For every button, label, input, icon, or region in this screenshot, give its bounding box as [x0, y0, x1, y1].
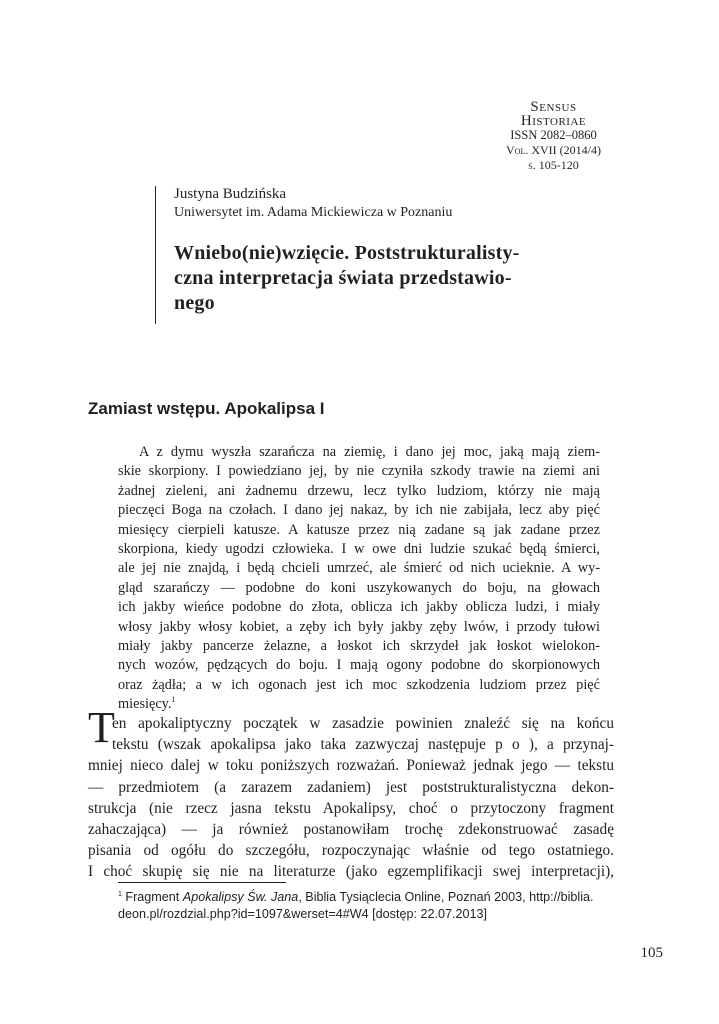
quote-line: skorpiona, kiedy ugodzi człowieka. I w owe dni ludzie szukać będą śmierci, [118, 541, 600, 558]
body-line: mniej nieco dalej w toku poniższych rozważań. Ponieważ jednak jego — tekstu [88, 757, 614, 775]
footnote-source-title: Apokalipsy Św. Jana [182, 890, 299, 904]
quote-line: żadnej zieleni, ani żadnemu drzewu, lecz tylko ludziom, którzy nie mają [118, 482, 600, 499]
journal-name-line1: Sensus [530, 99, 577, 115]
quote-line: A z dymu wyszła szarańcza na ziemię, i dano jej moc, jaką mają ziem- [139, 444, 600, 460]
article-title [174, 241, 614, 316]
author-affiliation: Uniwersytet im. Adama Mickiewicza w Poznaniu [174, 205, 453, 220]
quote-line: nych wozów, pędzących do boju. I mają ogony podobne do skorpionowych [118, 657, 600, 674]
footnote-rule [118, 882, 286, 883]
title-divider [155, 186, 156, 324]
quote-line: oraz żądła; a w ich ogonach jest ich moc szkodzenia ludziom przez pięć [118, 676, 600, 693]
block-quote [118, 443, 600, 715]
title-line: nego [174, 292, 215, 314]
body-line: — przedmiotem (a zarazem zadaniem) jest poststrukturalistyczna dekon- [88, 778, 614, 796]
journal-pages: s. 105-120 [528, 158, 579, 172]
quote-line: ale jej nie znajdą, i będą chcieli umrzeć, ale śmierć od nich ucieknie. A wy- [118, 560, 600, 577]
journal-issn: ISSN 2082–0860 [510, 128, 597, 142]
footnote-prefix: Fragment [121, 890, 183, 904]
body-line: zahaczająca) — ja również postanowiłam trochę zdekonstruować zasadę [88, 821, 614, 839]
author-name: Justyna Budzińska [174, 186, 287, 202]
body-text [88, 713, 614, 883]
footnote-url-line[interactable]: deon.pl/rozdzial.php?id=1097&werset=4#W4 [dostęp: 22.07.2013] [118, 907, 487, 921]
footnote-rest[interactable]: , Biblia Tysiąclecia Online, Poznań 2003, http://biblia. [298, 890, 594, 904]
body-line: I choć skupię się nie na literaturze (jako egzemplifikacji swej interpretacji), [88, 863, 614, 881]
journal-name-line2: Historiae [520, 113, 587, 129]
quote-line: miesięcy. [118, 696, 172, 713]
quote-line: miały jakby pancerze żelazne, a łoskot ich skrzydeł jak łoskot wielokon- [118, 638, 600, 655]
body-line: tekstu (wszak apokalipsa jako taka zazwyczaj następuje p o ), a przynaj- [112, 736, 614, 754]
quote-line: miesięcy cierpieli katusze. A katusze przez nią zadane są jak zadane przez [118, 521, 600, 538]
quote-line: ich jakby wieńce podobne do złota, oblicza ich jakby oblicza ludzi, i miały [118, 599, 600, 616]
body-line: strukcja (nie rzecz jasna tekstu Apokalipsy, choć o przytoczony fragment [88, 799, 614, 817]
title-line: Wniebo(nie)wzięcie. Poststrukturalisty- [174, 242, 520, 264]
journal-volume: Vol. XVII (2014/4) [506, 143, 601, 157]
section-heading: Zamiast wstępu. Apokalipsa I [88, 399, 325, 418]
page-number: 105 [640, 945, 663, 961]
quote-line: gląd szarańczy — podobne do koni uszykowanych do boju, na głowach [118, 579, 600, 596]
body-line: en apokaliptyczny początek w zasadzie powinien znaleźć się na końcu [112, 715, 614, 732]
footnote-number: 1 [118, 890, 122, 898]
drop-cap: T [88, 703, 115, 752]
body-line: pisania od ogółu do szczegółu, rozpoczynając właśnie od tego ostatniego. [88, 842, 614, 860]
footnote-reference[interactable]: 1 [171, 695, 176, 705]
journal-header [506, 100, 601, 173]
title-line: czna interpretacja świata przedstawio- [174, 267, 512, 289]
quote-line: pieczęci Boga na czołach. I dano jej nakaz, by ich nie zabijała, lecz aby pięć [118, 502, 600, 519]
quote-line: włosy jakby włosy kobiet, a zęby ich były jakby zęby lwów, i przody tułowi [118, 618, 600, 635]
footnote [118, 889, 614, 923]
footnote-line [118, 889, 614, 906]
quote-last-line [118, 695, 600, 714]
quote-line: skie skorpiony. I powiedziano jej, by nie czyniła szkody trawie na ziemi ani [118, 463, 600, 480]
